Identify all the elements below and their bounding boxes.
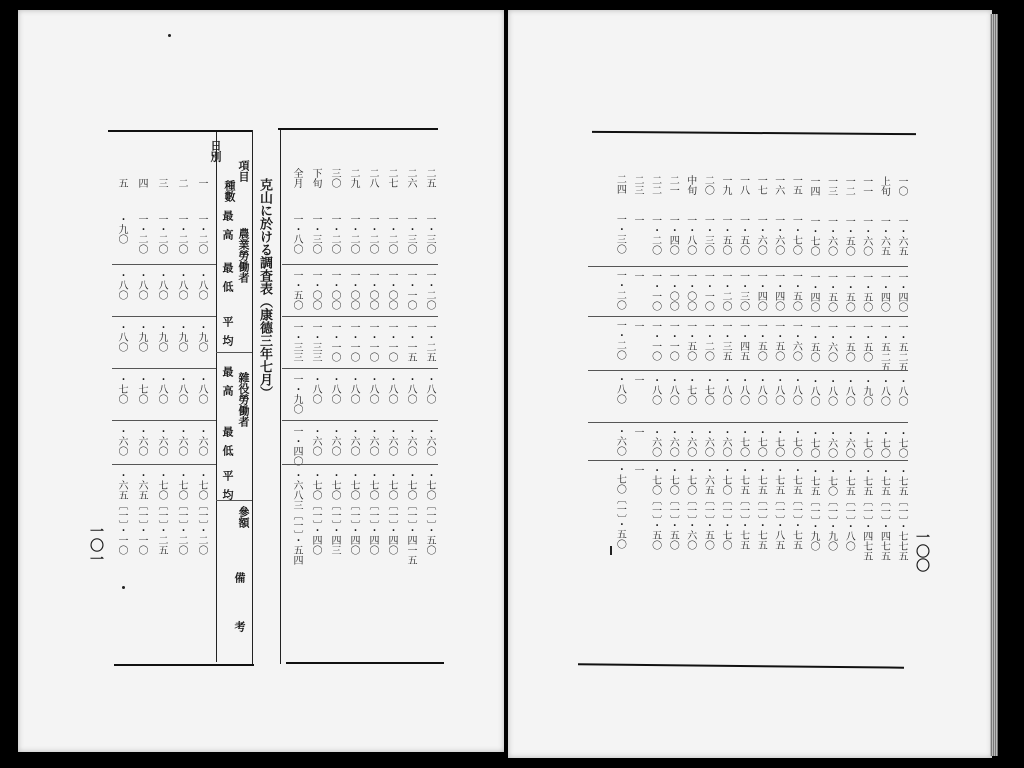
day-label: 日別 [209, 140, 222, 162]
table-cell: ・七〇 [702, 374, 714, 405]
paper-speck [168, 34, 171, 37]
row-band-rule [282, 464, 438, 465]
table-cell: 一・四〇 [808, 271, 819, 312]
left-bottom-rule-b [286, 662, 444, 664]
table-cell: 一・五二五 [896, 322, 907, 372]
table-cell: ・七〇〔一〕・六〇 [684, 464, 696, 550]
table-cell: ・七〇 [755, 427, 767, 458]
table-cell: ・六〇 [176, 426, 187, 456]
row-day-label: 一四 [808, 175, 819, 196]
row-day-label: 二五 [424, 168, 435, 188]
table-cell: 一・六五 [896, 216, 907, 256]
table-cell: ・六五〔一〕・一〇 [136, 470, 147, 555]
table-cell: ・七五〔一〕・四七五 [878, 465, 890, 561]
row-day-label: 三〇 [329, 168, 340, 188]
table-cell: ・七五〔一〕・七五 [755, 465, 767, 551]
row-band-rule [112, 264, 216, 265]
table-cell: ・八〇 [667, 374, 679, 405]
table-cell: 一・四〇 [896, 272, 907, 312]
table-cell: ・八〇 [755, 375, 767, 406]
table-cell: ・六〇 [667, 426, 679, 457]
table-cell: 一・五〇 [843, 271, 855, 312]
row-band-rule [282, 368, 438, 369]
row-day-label: 一六 [772, 175, 784, 196]
table-cell: 一・三三 [310, 322, 321, 362]
table-cell: ・六〇 [116, 426, 127, 456]
table-cell: ・七〇〔一〕・九〇 [825, 465, 837, 551]
table-cell: 一 [632, 270, 643, 281]
table-cell: 一・四〇 [291, 426, 302, 466]
row-day-label: 下旬 [310, 168, 321, 188]
row-day-label: 一八 [737, 175, 749, 196]
table-cell: ・七五〔一〕・八五 [772, 465, 784, 551]
table-cell: 一・一〇 [348, 322, 359, 362]
table-cell: 一・二〇 [136, 214, 147, 254]
table-cell: ・八〇 [737, 375, 749, 406]
table-cell: 一・五〇 [790, 271, 802, 312]
kind-label: 種數 [223, 180, 236, 202]
table-cell: 一・四〇 [667, 214, 679, 255]
table-cell: 一・四〇 [772, 271, 784, 312]
table-cell: 一・五〇 [860, 321, 872, 362]
left-header-edge [252, 130, 253, 664]
table-cell: ・七〇 [808, 427, 819, 458]
table-cell: ・六〇 [843, 427, 855, 458]
table-cell: ・六〇 [386, 426, 397, 456]
table-cell: ・八〇 [720, 375, 731, 405]
table-cell: ・八〇 [310, 374, 321, 404]
table-cell: ・六〇 [348, 426, 359, 456]
table-cell: 一・一〇 [329, 322, 340, 362]
table-cell: ・九〇 [196, 322, 207, 352]
left-top-rule-b [278, 128, 438, 130]
table-cell: ・七五〔一〕・七五 [790, 465, 802, 551]
table-cell: 一・七〇 [790, 215, 802, 256]
table-cell: ・七〇〔一〕・四一五 [405, 470, 416, 565]
row-day-label: 一〇 [896, 176, 907, 196]
table-cell: 一・一〇 [667, 320, 679, 361]
header-col-label: 平均 [221, 316, 234, 354]
table-cell: 一・四〇 [878, 271, 890, 312]
row-band-rule [112, 464, 216, 465]
table-cell: 一・五二五 [878, 321, 890, 372]
row-day-label: 一一 [860, 175, 872, 196]
table-cell: ・八〇 [649, 374, 661, 405]
agri-label: 農業勞働者 [237, 228, 250, 283]
table-cell: ・七五〔一〕・八〇 [843, 465, 855, 551]
table-cell: 一・二〇 [196, 214, 207, 254]
table-cell: 一 [632, 320, 643, 331]
table-cell: ・八〇 [808, 375, 819, 406]
row-band-rule [588, 422, 908, 423]
table-cell: ・七〇 [790, 427, 802, 458]
row-day-label: 二七 [386, 168, 397, 188]
table-cell: 一・〇〇 [667, 270, 679, 311]
table-cell: ・七〇 [737, 427, 749, 458]
table-cell: 一 [632, 374, 643, 385]
row-band-rule [112, 420, 216, 421]
row-day-label: 全月 [291, 168, 302, 188]
table-cell: 一・二〇 [386, 214, 397, 254]
row-day-label: 二四 [614, 174, 626, 195]
table-title: 克山に於ける調査表（康德三年七月） [257, 178, 272, 399]
table-cell: ・七〇 [136, 374, 147, 404]
table-cell: ・六五〔一〕・一〇 [116, 470, 127, 555]
row-day-label: 二九 [348, 168, 359, 188]
table-cell: 一・二〇 [424, 270, 435, 310]
table-cell: ・六〇 [329, 426, 340, 456]
table-cell: ・八〇 [156, 270, 167, 300]
row-band-rule [282, 264, 438, 265]
row-day-label: 五 [116, 178, 127, 188]
row-band-rule [112, 368, 216, 369]
table-cell: 一・三五 [720, 321, 731, 361]
table-cell: 一・五〇 [843, 321, 855, 362]
table-cell: ・七〇〔一〕・四〇 [367, 470, 378, 555]
row-day-label: 二〇 [702, 174, 714, 195]
table-cell: ・七〇〔一〕・七〇 [720, 465, 731, 550]
table-cell: ・八〇 [329, 374, 340, 404]
table-cell: ・七〇 [860, 427, 872, 458]
table-cell: 一・二〇 [649, 214, 661, 255]
misc-label: 雜役勞働者 [237, 372, 250, 427]
row-day-label: 四 [136, 178, 147, 188]
table-cell: 一・一〇 [386, 322, 397, 362]
row-day-label: 二一 [667, 174, 679, 195]
table-cell: 一・五〇 [843, 215, 855, 256]
table-cell: ・八〇 [772, 375, 784, 406]
table-cell: ・六〇 [614, 426, 626, 457]
row-band-rule [588, 460, 908, 461]
row-day-label: 中旬 [684, 174, 696, 195]
table-cell: 一・九〇 [291, 374, 302, 414]
table-cell: 一・二〇 [367, 214, 378, 254]
left-header-divider [216, 132, 217, 662]
table-cell: 一・六〇 [790, 321, 802, 362]
table-cell: ・七五〔一〕・九〇 [808, 465, 819, 551]
table-cell: 一・一〇 [649, 320, 661, 361]
table-cell: 一・〇〇 [310, 270, 321, 310]
table-cell: ・七〇〔一〕・二五 [156, 470, 167, 555]
table-cell: ・七〇〔一〕・五〇 [424, 470, 435, 555]
table-cell: ・六八三〔一〕・五四 [291, 470, 302, 565]
table-cell: ・八〇 [116, 270, 127, 300]
table-cell: ・八〇 [196, 270, 207, 300]
table-cell: 一・〇〇 [367, 270, 378, 310]
row-day-label: 一 [196, 178, 207, 188]
table-cell: ・八〇 [790, 375, 802, 406]
table-cell: 一・五〇 [720, 215, 731, 255]
table-cell: ・七〇 [116, 374, 127, 404]
table-cell: ・七〇〔一〕・五〇 [614, 464, 626, 550]
table-cell: ・六〇 [684, 426, 696, 457]
row-band-rule [282, 316, 438, 317]
table-cell: ・六〇 [649, 426, 661, 457]
table-cell: ・八〇 [424, 374, 435, 404]
table-cell: ・七〇〔一〕・五〇 [667, 464, 679, 550]
table-cell: ・八〇 [196, 374, 207, 404]
table-cell: 一・六〇 [755, 215, 767, 256]
row-band-rule [588, 370, 908, 371]
table-cell: ・七〇〔一〕・四〇 [386, 470, 397, 555]
table-cell: 一・五〇 [291, 270, 302, 310]
table-cell: ・六五〔一〕・五〇 [702, 464, 714, 550]
table-cell: 一・二〇 [156, 214, 167, 254]
table-cell: 一・三〇 [310, 214, 321, 254]
table-cell: 一・六〇 [825, 215, 837, 256]
row-band-rule [112, 316, 216, 317]
table-cell: ・八〇 [116, 322, 127, 352]
table-cell: ・七〇 [896, 428, 907, 458]
table-cell: ・六〇 [367, 426, 378, 456]
header-col-label: 最低 [221, 426, 234, 464]
table-cell: 一・八〇 [291, 214, 302, 254]
table-cell: ・八〇 [348, 374, 359, 404]
row-day-label: 二三 [632, 174, 643, 195]
table-cell: 一・五〇 [755, 321, 767, 362]
table-cell: ・八〇 [614, 374, 626, 405]
table-cell: 一 [632, 426, 643, 437]
table-cell: 一・五〇 [684, 320, 696, 361]
table-cell: 一・六〇 [772, 215, 784, 256]
table-cell: ・九〇 [136, 322, 147, 352]
left-table-edge [280, 130, 281, 664]
table-cell: ・七五〔一〕・七七五 [896, 466, 907, 561]
table-cell: 一・三〇 [737, 271, 749, 312]
table-cell: 一・二〇 [702, 320, 714, 361]
table-cell: ・八〇 [405, 374, 416, 404]
table-cell: ・七〇〔一〕・四〇 [348, 470, 359, 555]
row-day-label: 二六 [405, 168, 416, 188]
table-cell: ・八〇 [386, 374, 397, 404]
row-day-label: 二 [176, 178, 187, 188]
table-cell: 一・三三 [291, 322, 302, 362]
table-cell: ・六〇 [405, 426, 416, 456]
page-stack-edge [990, 14, 998, 756]
table-cell: ・九〇 [860, 375, 872, 406]
row-day-label: 一七 [755, 175, 767, 196]
table-cell: ・八〇 [136, 270, 147, 300]
remarks-label: 備考 [233, 572, 246, 670]
row-band-rule [282, 420, 438, 421]
row-day-label: 一五 [790, 175, 802, 196]
table-cell: 一・二〇 [348, 214, 359, 254]
table-cell: 一・二〇 [176, 214, 187, 254]
table-cell: ・六〇 [825, 427, 837, 458]
table-cell: ・六〇 [720, 427, 731, 457]
table-cell: 一・一五 [405, 322, 416, 362]
table-cell: ・七〇〔一〕・五〇 [649, 464, 661, 550]
header-col-label: 平均 [221, 470, 234, 508]
paper-mark [610, 546, 612, 555]
table-cell: ・八〇 [843, 375, 855, 406]
table-cell: 一・一〇 [649, 270, 661, 311]
row-day-label: 二八 [367, 168, 378, 188]
table-cell: ・九〇 [176, 322, 187, 352]
table-cell: ・八〇 [176, 374, 187, 404]
extra-label: 參額 [237, 506, 250, 528]
table-cell: 一・〇〇 [329, 270, 340, 310]
table-cell: 一・一〇 [367, 322, 378, 362]
table-cell: 一・二〇 [329, 214, 340, 254]
table-cell: 一・一〇 [405, 270, 416, 310]
right-page [508, 10, 992, 758]
row-band-rule [588, 266, 908, 267]
table-cell: 一・六〇 [825, 321, 837, 362]
table-cell: 一 [632, 214, 643, 225]
table-cell: 一・五〇 [825, 271, 837, 312]
header-col-label: 最高 [221, 366, 234, 404]
right-page-number: 一〇〇 [914, 530, 930, 572]
table-cell: 一・五〇 [772, 321, 784, 362]
table-cell: ・八〇 [878, 375, 890, 406]
table-cell: ・七〇〔一〕・二〇 [196, 470, 207, 555]
row-day-label: 一二 [843, 175, 855, 196]
table-cell: 一・五〇 [737, 215, 749, 256]
table-cell: 一・四五 [737, 321, 749, 362]
table-cell: 一・一〇 [702, 270, 714, 311]
table-cell: ・七五〔一〕・七五 [737, 465, 749, 551]
row-day-label: 一九 [720, 175, 731, 195]
header-col-label: 最低 [221, 262, 234, 300]
table-cell: ・七〇〔一〕・二〇 [176, 470, 187, 555]
table-cell: ・九〇 [116, 214, 127, 244]
table-cell: ・六〇 [424, 426, 435, 456]
table-cell: ・八〇 [156, 374, 167, 404]
table-cell: ・八〇 [367, 374, 378, 404]
table-cell: 一・三〇 [405, 214, 416, 254]
table-cell: ・九〇 [156, 322, 167, 352]
row-band-rule [588, 316, 908, 317]
table-cell: 一・五〇 [808, 321, 819, 362]
table-cell: ・七〇〔一〕・四〇 [310, 470, 321, 555]
header-col-label: 最高 [221, 210, 234, 248]
table-cell: 一・二〇 [614, 320, 626, 361]
table-cell: 一・五〇 [860, 271, 872, 312]
table-cell: 一・二〇 [614, 270, 626, 311]
table-cell: ・七〇 [878, 427, 890, 458]
table-cell: ・七五〔一〕・四七五 [860, 465, 872, 561]
table-cell: 一・七〇 [808, 215, 819, 256]
row-day-label: 二二 [649, 174, 661, 195]
table-cell: 一・三〇 [614, 214, 626, 255]
left-page-number: 一〇一 [88, 524, 104, 566]
table-cell: 一・八〇 [684, 214, 696, 255]
item-label: 項目 [237, 160, 250, 182]
table-cell: 一 [632, 464, 643, 475]
table-cell: 一・六〇 [860, 215, 872, 256]
row-day-label: 一三 [825, 175, 837, 196]
table-cell: 一・三〇 [702, 214, 714, 255]
table-cell: ・七〇〔一〕・四三 [329, 470, 340, 555]
table-cell: 一・〇〇 [348, 270, 359, 310]
table-cell: ・八〇 [825, 375, 837, 406]
table-cell: ・八〇 [176, 270, 187, 300]
row-day-label: 三 [156, 178, 167, 188]
table-cell: ・七〇 [772, 427, 784, 458]
left-top-rule-a [108, 130, 253, 132]
table-cell: ・八〇 [896, 376, 907, 406]
table-cell: ・六〇 [196, 426, 207, 456]
table-cell: 一・二五 [424, 322, 435, 362]
table-cell: ・六〇 [136, 426, 147, 456]
table-cell: 一・〇〇 [684, 270, 696, 311]
table-cell: ・六〇 [156, 426, 167, 456]
table-cell: 一・〇〇 [386, 270, 397, 310]
table-cell: 一・四〇 [755, 271, 767, 312]
table-cell: 一・六五 [878, 215, 890, 256]
table-cell: ・七〇 [684, 374, 696, 405]
table-cell: ・六〇 [310, 426, 321, 456]
paper-speck [122, 586, 125, 589]
table-cell: 一・二〇 [720, 271, 731, 311]
table-cell: 一・三〇 [424, 214, 435, 254]
table-cell: ・六〇 [702, 426, 714, 457]
row-day-label: 上旬 [878, 175, 890, 196]
